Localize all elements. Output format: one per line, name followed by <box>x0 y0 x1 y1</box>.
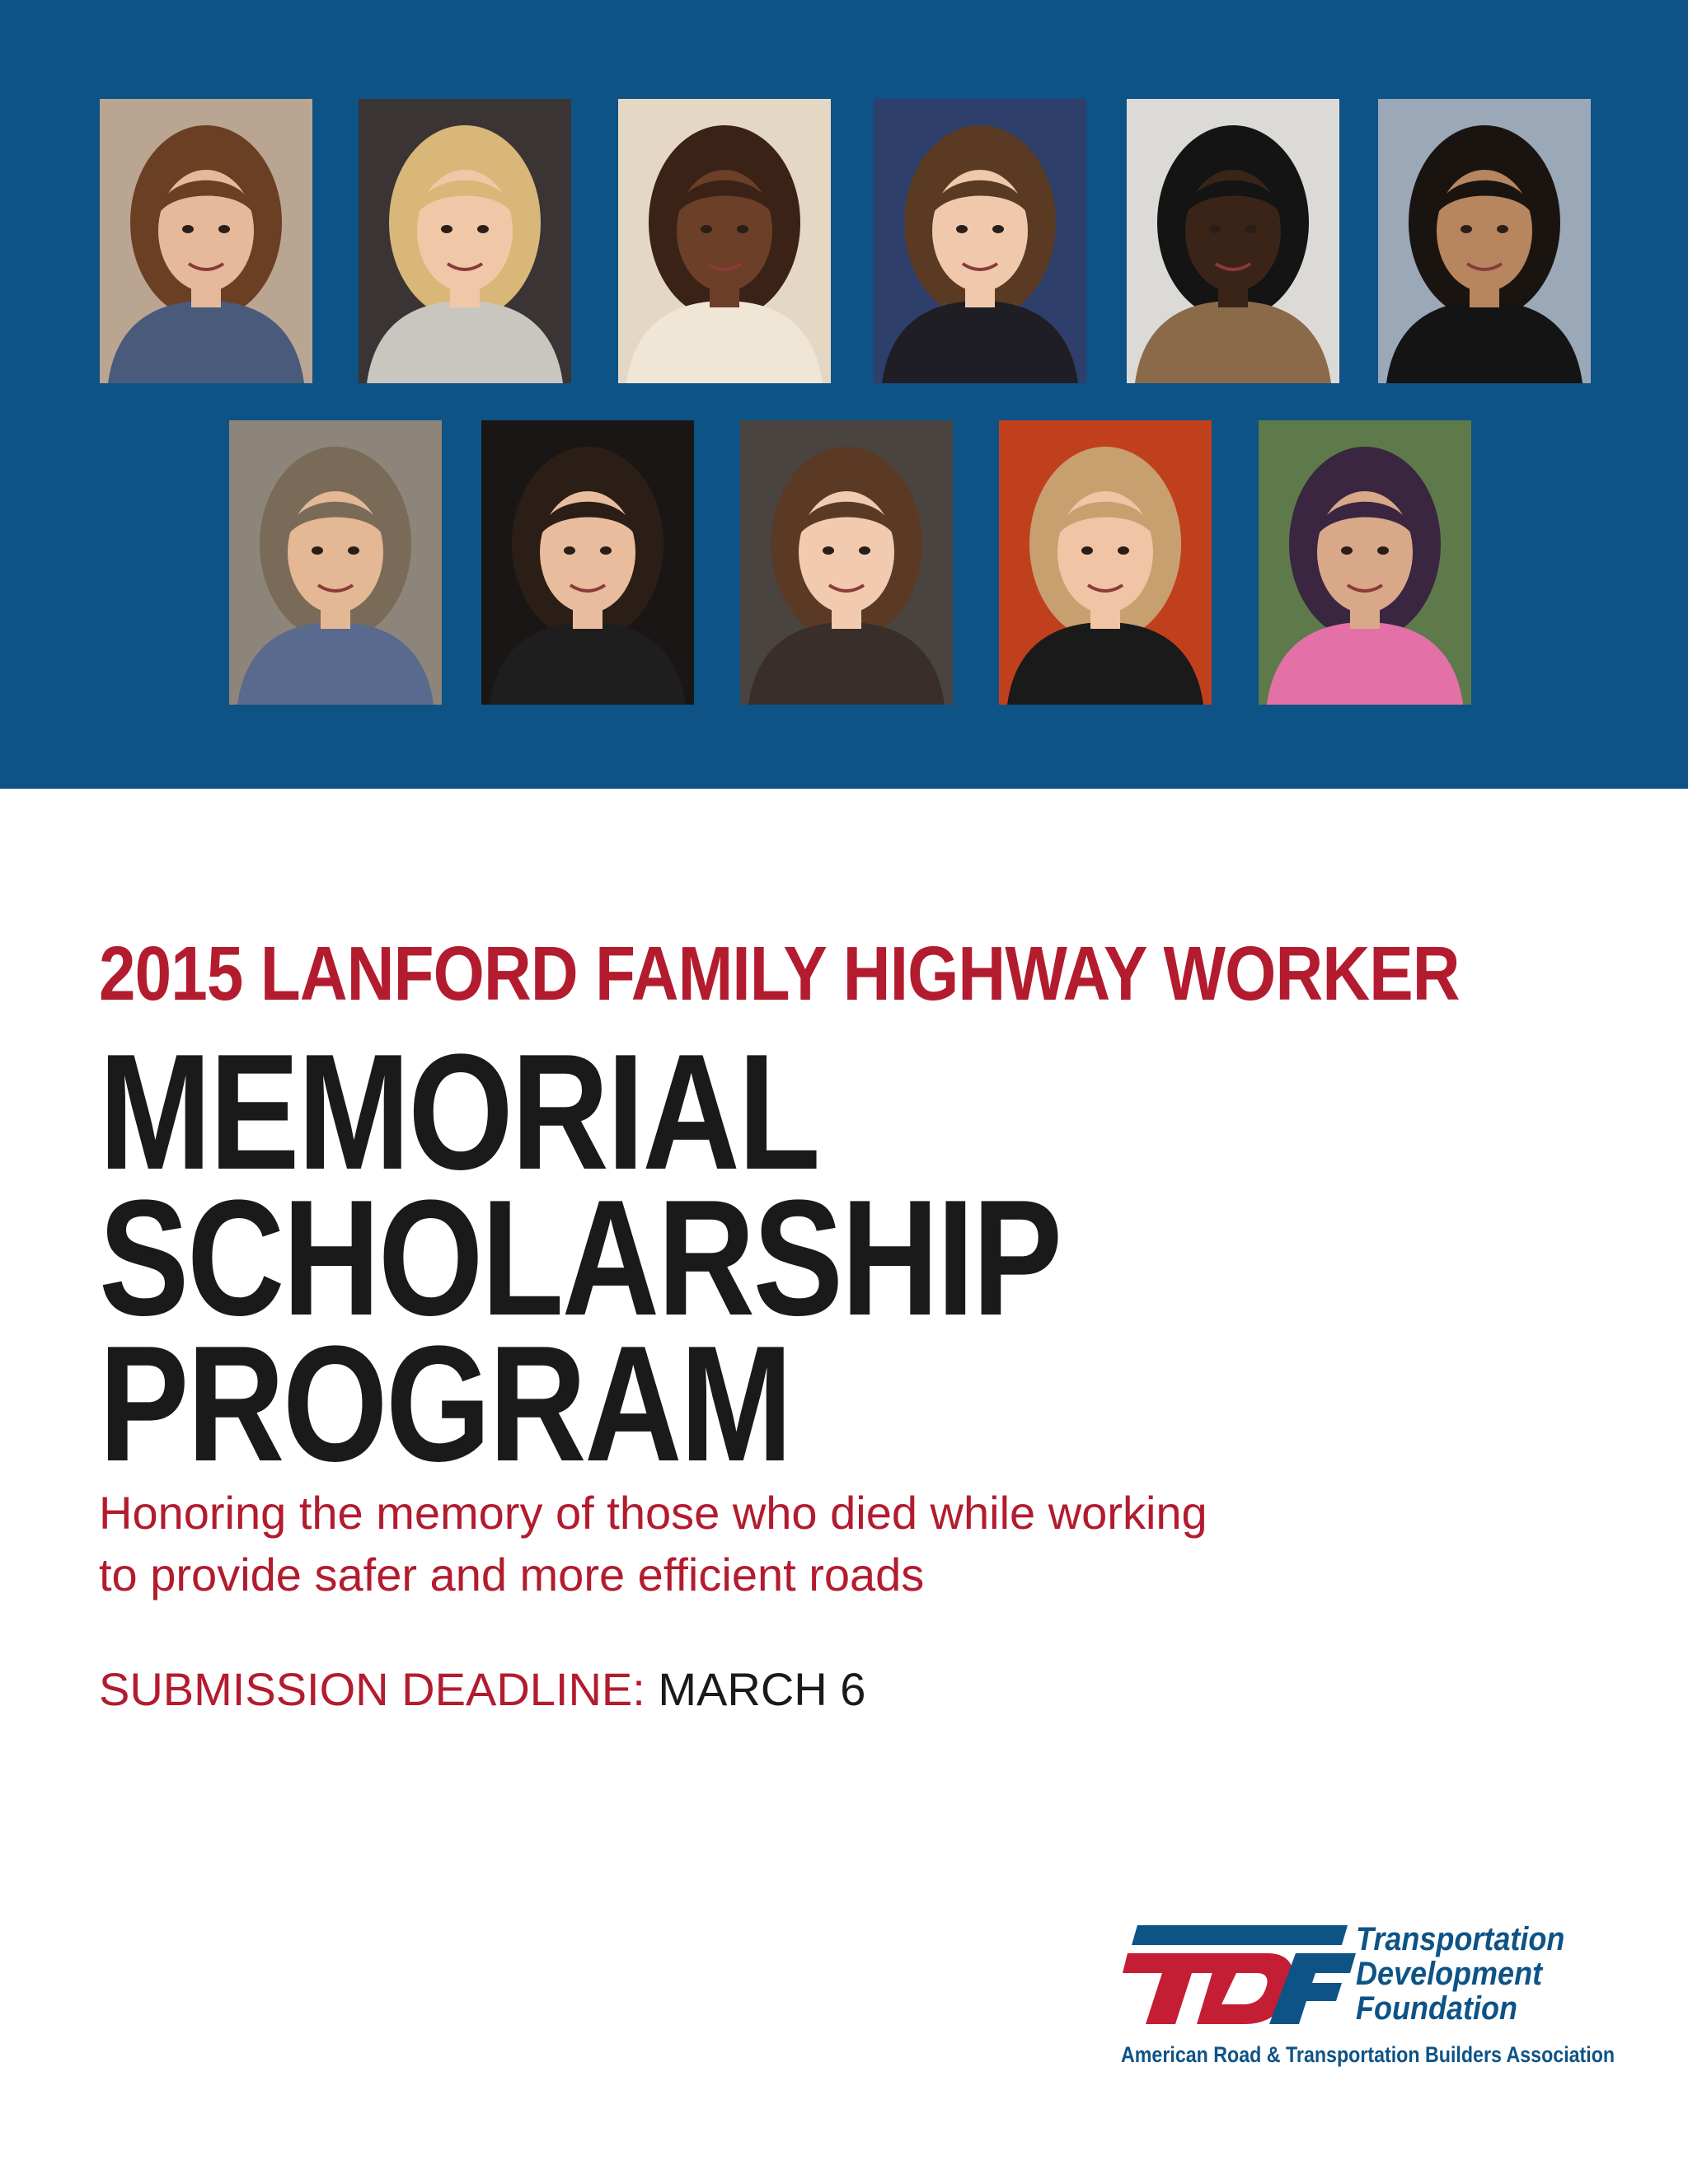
portrait-photo <box>1378 99 1591 383</box>
tdf-logo-name <box>1356 1922 1564 2026</box>
logo-name-line-1: Transportation <box>1356 1921 1565 1957</box>
logo-name-line-2: Development <box>1356 1956 1543 1992</box>
portrait-photo <box>1259 420 1471 705</box>
portrait-photo <box>229 420 442 705</box>
photo-banner <box>0 0 1688 789</box>
main-title-line-3: PROGRAM <box>99 1312 791 1496</box>
deadline-value: MARCH 6 <box>658 1663 866 1715</box>
portrait-photo <box>100 99 312 383</box>
deadline-label: SUBMISSION DEADLINE: <box>99 1663 645 1715</box>
main-title-line-1: MEMORIAL <box>99 1020 819 1204</box>
portrait-photo <box>481 420 694 705</box>
portrait-photo <box>999 420 1212 705</box>
subtitle-line-2: to provide safer and more efficient roads <box>99 1549 925 1601</box>
tdf-logo-mark <box>1121 1920 1356 2027</box>
main-title-line-2: SCHOLARSHIP <box>99 1166 1061 1350</box>
portrait-photo <box>359 99 571 383</box>
portrait-photo <box>1127 99 1339 383</box>
tdf-logo <box>1121 1920 1615 2085</box>
portrait-photo <box>740 420 953 705</box>
subtitle-line-1: Honoring the memory of those who died while working <box>99 1487 1207 1539</box>
submission-deadline <box>99 1663 866 1715</box>
portrait-photo <box>874 99 1086 383</box>
logo-association: American Road & Transportation Builders Association <box>1121 2042 1615 2067</box>
logo-name-line-3: Foundation <box>1356 1990 1517 2027</box>
program-year-title: 2015 LANFORD FAMILY HIGHWAY WORKER <box>99 930 1460 1016</box>
portrait-photo <box>618 99 831 383</box>
